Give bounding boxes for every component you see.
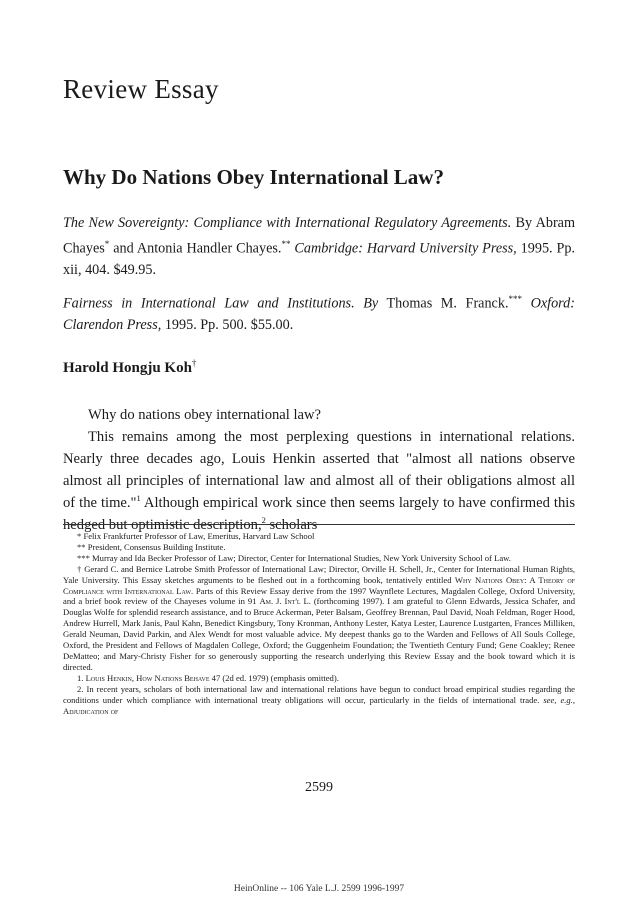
citation-1-by: By bbox=[515, 215, 533, 231]
footnote-1-source: Louis Henkin, How Nations Behave bbox=[85, 672, 210, 683]
footnote-1-details: 47 (2d ed. 1979) (emphasis omitted). bbox=[209, 672, 339, 683]
citation-2-details: 1995. Pp. 500. $55.00. bbox=[164, 316, 294, 333]
footnote-dagger-part-c: (forthcoming 1997). I am grateful to Glenn Edwards, Jessica Schafer, and Douglas Wolfe for splendid research assistance, and to Bruce Ackerman, Peter Balsam, Geoffrey Brennan, Paul David, Noah Feldman, Roger Hood, Andrew Hurrell, Mark Janis, Paul Kahn, Benedict Kingsbury, Tony Kronman, Anthony Lester, Katya Lester, Laurence Lustgarten, Frances Milliken, Gerald Neuman, David Parkin, and Alex Wendt for most valuable advice. My deepest thanks go to the Warden and Fellows of All Souls College, Oxford, the President and Fellows of Magdalen College, Oxford; the Guggenheim Foundation; the Twentieth Century Fund; Gene Coakley; Renee DeMatteo; and Mary-Christy Fisher for so generously supporting the research underlying this Review Essay and the book toward which it is directed. bbox=[63, 596, 575, 672]
paragraph-2-part-a: This remains among the most perplexing questions in international relations. Nearly three decades ago, Louis Henkin asserted that "almost all nations observe almost all principles of international law and almost all of their obligations almost all of the time." bbox=[63, 429, 575, 511]
footnote-2-signal: see, e.g., bbox=[543, 694, 575, 705]
essay-title: Why Do Nations Obey International Law? bbox=[63, 165, 444, 189]
footnote-1 bbox=[63, 673, 575, 684]
citation-1-mark-b: ** bbox=[281, 239, 291, 249]
citation-1-publisher: Cambridge: Harvard University Press, bbox=[294, 240, 517, 257]
footnote-2 bbox=[63, 684, 575, 717]
footnote-dagger-journal: Am. J. Int'l L. bbox=[259, 596, 311, 607]
footnote-2-text: 2. In recent years, scholars of both international law and international relations have begun to conduct broad empirical studies regarding the conditions under which compliance with international treaty obligations will occur, particularly in the fields of international trade. bbox=[63, 683, 575, 705]
citation-1-and: and bbox=[113, 240, 134, 257]
citation-1-book-title: The New Sovereignty: Compliance with International Regulatory Agreements. bbox=[63, 215, 512, 231]
footnote-dagger-part-a: † Gerard C. and Bernice Latrobe Smith Professor of International Law; Director, Orville H. Schell, Jr., Center for International Human Rights, Yale University. This Essay sketches arguments to be fleshed out in a forthcoming book, tentatively entitled bbox=[63, 563, 575, 585]
citation-1-author-a: Abram Chayes bbox=[63, 215, 576, 257]
paragraph-2-part-b: Although empirical work since then seems largely to have confirmed this hedged but optimistic description, bbox=[63, 495, 575, 533]
citation-1-author-b: Antonia Handler Chayes. bbox=[136, 240, 282, 257]
citation-2-book-title: Fairness in International Law and Institutions. bbox=[63, 295, 355, 312]
reviewer-name-text: Harold Hongju Koh bbox=[63, 360, 192, 376]
citation-1-mark-a: * bbox=[104, 239, 110, 249]
footnote-ref-2: 2 bbox=[261, 515, 266, 526]
footnote-star-2: ** President, Consensus Building Institute. bbox=[77, 541, 226, 552]
paragraph-1: Why do nations obey international law? bbox=[88, 407, 322, 423]
paragraph-2-part-c: scholars bbox=[265, 517, 318, 533]
footnotes bbox=[63, 531, 575, 716]
citation-2-mark: *** bbox=[508, 294, 522, 304]
footnote-star-1: * Felix Frankfurter Professor of Law, Emeritus, Harvard Law School bbox=[77, 531, 315, 541]
citation-2-author: Thomas M. Franck. bbox=[386, 295, 509, 312]
book-citation-2 bbox=[63, 289, 575, 336]
book-citation-1 bbox=[63, 213, 575, 281]
footnote-ref-1: 1 bbox=[136, 493, 141, 504]
reviewer-name bbox=[63, 358, 196, 377]
paragraph-2 bbox=[63, 426, 575, 536]
footnote-dagger-part-b: Parts of this Review Essay derive from the 1997 Waynflete Lectures, Magdalen College, Oxford University, and a brief book review of the Chayeses volume in 91 bbox=[63, 585, 575, 607]
citation-1-details: 1995. Pp. xii, 404. $49.95. bbox=[63, 240, 576, 278]
citation-2-publisher: Oxford: Clarendon Press, bbox=[63, 295, 575, 333]
footnote-dagger bbox=[63, 564, 575, 673]
citation-2-by: By bbox=[363, 295, 379, 312]
section-label: Review Essay bbox=[63, 74, 219, 104]
footnote-divider bbox=[63, 524, 575, 525]
essay-body bbox=[63, 404, 575, 536]
reviewer-mark: † bbox=[191, 358, 197, 368]
footnote-star-3: *** Murray and Ida Becker Professor of Law; Director, Center for International Studies, New York University School of Law. bbox=[77, 552, 511, 563]
source-footer: HeinOnline -- 106 Yale L.J. 2599 1996-1997 bbox=[233, 884, 405, 894]
footnote-1-number: 1. bbox=[77, 672, 86, 683]
footnote-2-source: Adjudication of bbox=[63, 705, 119, 716]
footnote-dagger-book-title: Why Nations Obey: A Theory of Compliance with International Law. bbox=[63, 574, 575, 596]
page-number: 2599 bbox=[305, 780, 333, 795]
